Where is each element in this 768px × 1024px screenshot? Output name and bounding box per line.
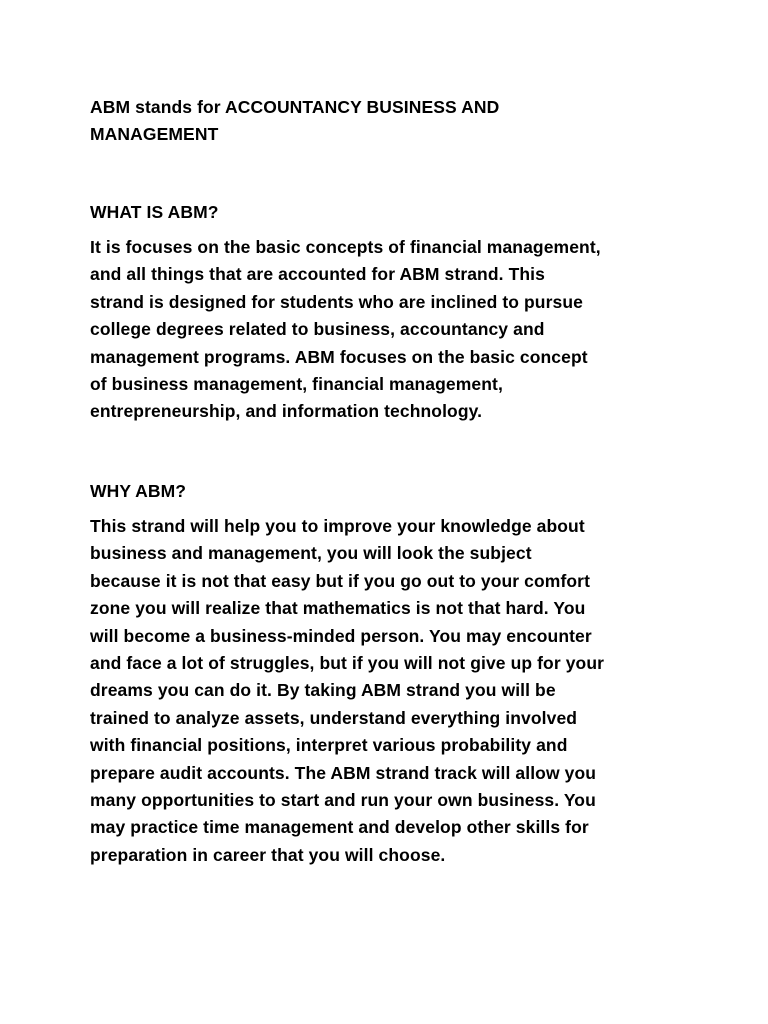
why-abm-paragraph bbox=[90, 513, 690, 869]
title-line: MANAGEMENT bbox=[90, 124, 219, 144]
paragraph-line: It is focuses on the basic concepts of financial management, bbox=[90, 237, 601, 257]
paragraph-line: and all things that are accounted for ABM strand. This bbox=[90, 264, 545, 285]
paragraph-line: many opportunities to start and run your own business. You bbox=[90, 790, 596, 811]
title-line: ABM stands for ACCOUNTANCY BUSINESS AND bbox=[90, 97, 500, 117]
paragraph-line: and face a lot of struggles, but if you will not give up for your bbox=[90, 653, 605, 674]
what-is-abm-paragraph bbox=[90, 234, 690, 426]
why-abm-heading: WHY ABM? bbox=[90, 481, 187, 501]
document-title bbox=[90, 94, 690, 148]
paragraph-line: of business management, financial management, bbox=[90, 374, 503, 395]
paragraph-line: This strand will help you to improve your knowledge about bbox=[90, 516, 585, 536]
paragraph-line: trained to analyze assets, understand everything involved bbox=[90, 707, 578, 728]
paragraph-line: preparation in career that you will choose. bbox=[90, 844, 446, 865]
paragraph-line: because it is not that easy but if you go out to your comfort bbox=[90, 570, 591, 591]
paragraph-line: may practice time management and develop other skills for bbox=[90, 817, 589, 838]
paragraph-line: college degrees related to business, accountancy and bbox=[90, 319, 545, 340]
paragraph-line: with financial positions, interpret various probability and bbox=[90, 735, 568, 756]
paragraph-line: prepare audit accounts. The ABM strand track will allow you bbox=[90, 762, 597, 783]
paragraph-line: entrepreneurship, and information technology. bbox=[90, 401, 483, 422]
what-is-abm-heading: WHAT IS ABM? bbox=[90, 202, 219, 222]
paragraph-line: business and management, you will look the subject bbox=[90, 543, 532, 564]
paragraph-line: zone you will realize that mathematics is not that hard. You bbox=[90, 598, 586, 619]
paragraph-line: dreams you can do it. By taking ABM strand you will be bbox=[90, 680, 556, 701]
paragraph-line: strand is designed for students who are inclined to pursue bbox=[90, 291, 583, 312]
paragraph-line: management programs. ABM focuses on the basic concept bbox=[90, 346, 588, 367]
paragraph-line: will become a business-minded person. You may encounter bbox=[90, 625, 592, 646]
